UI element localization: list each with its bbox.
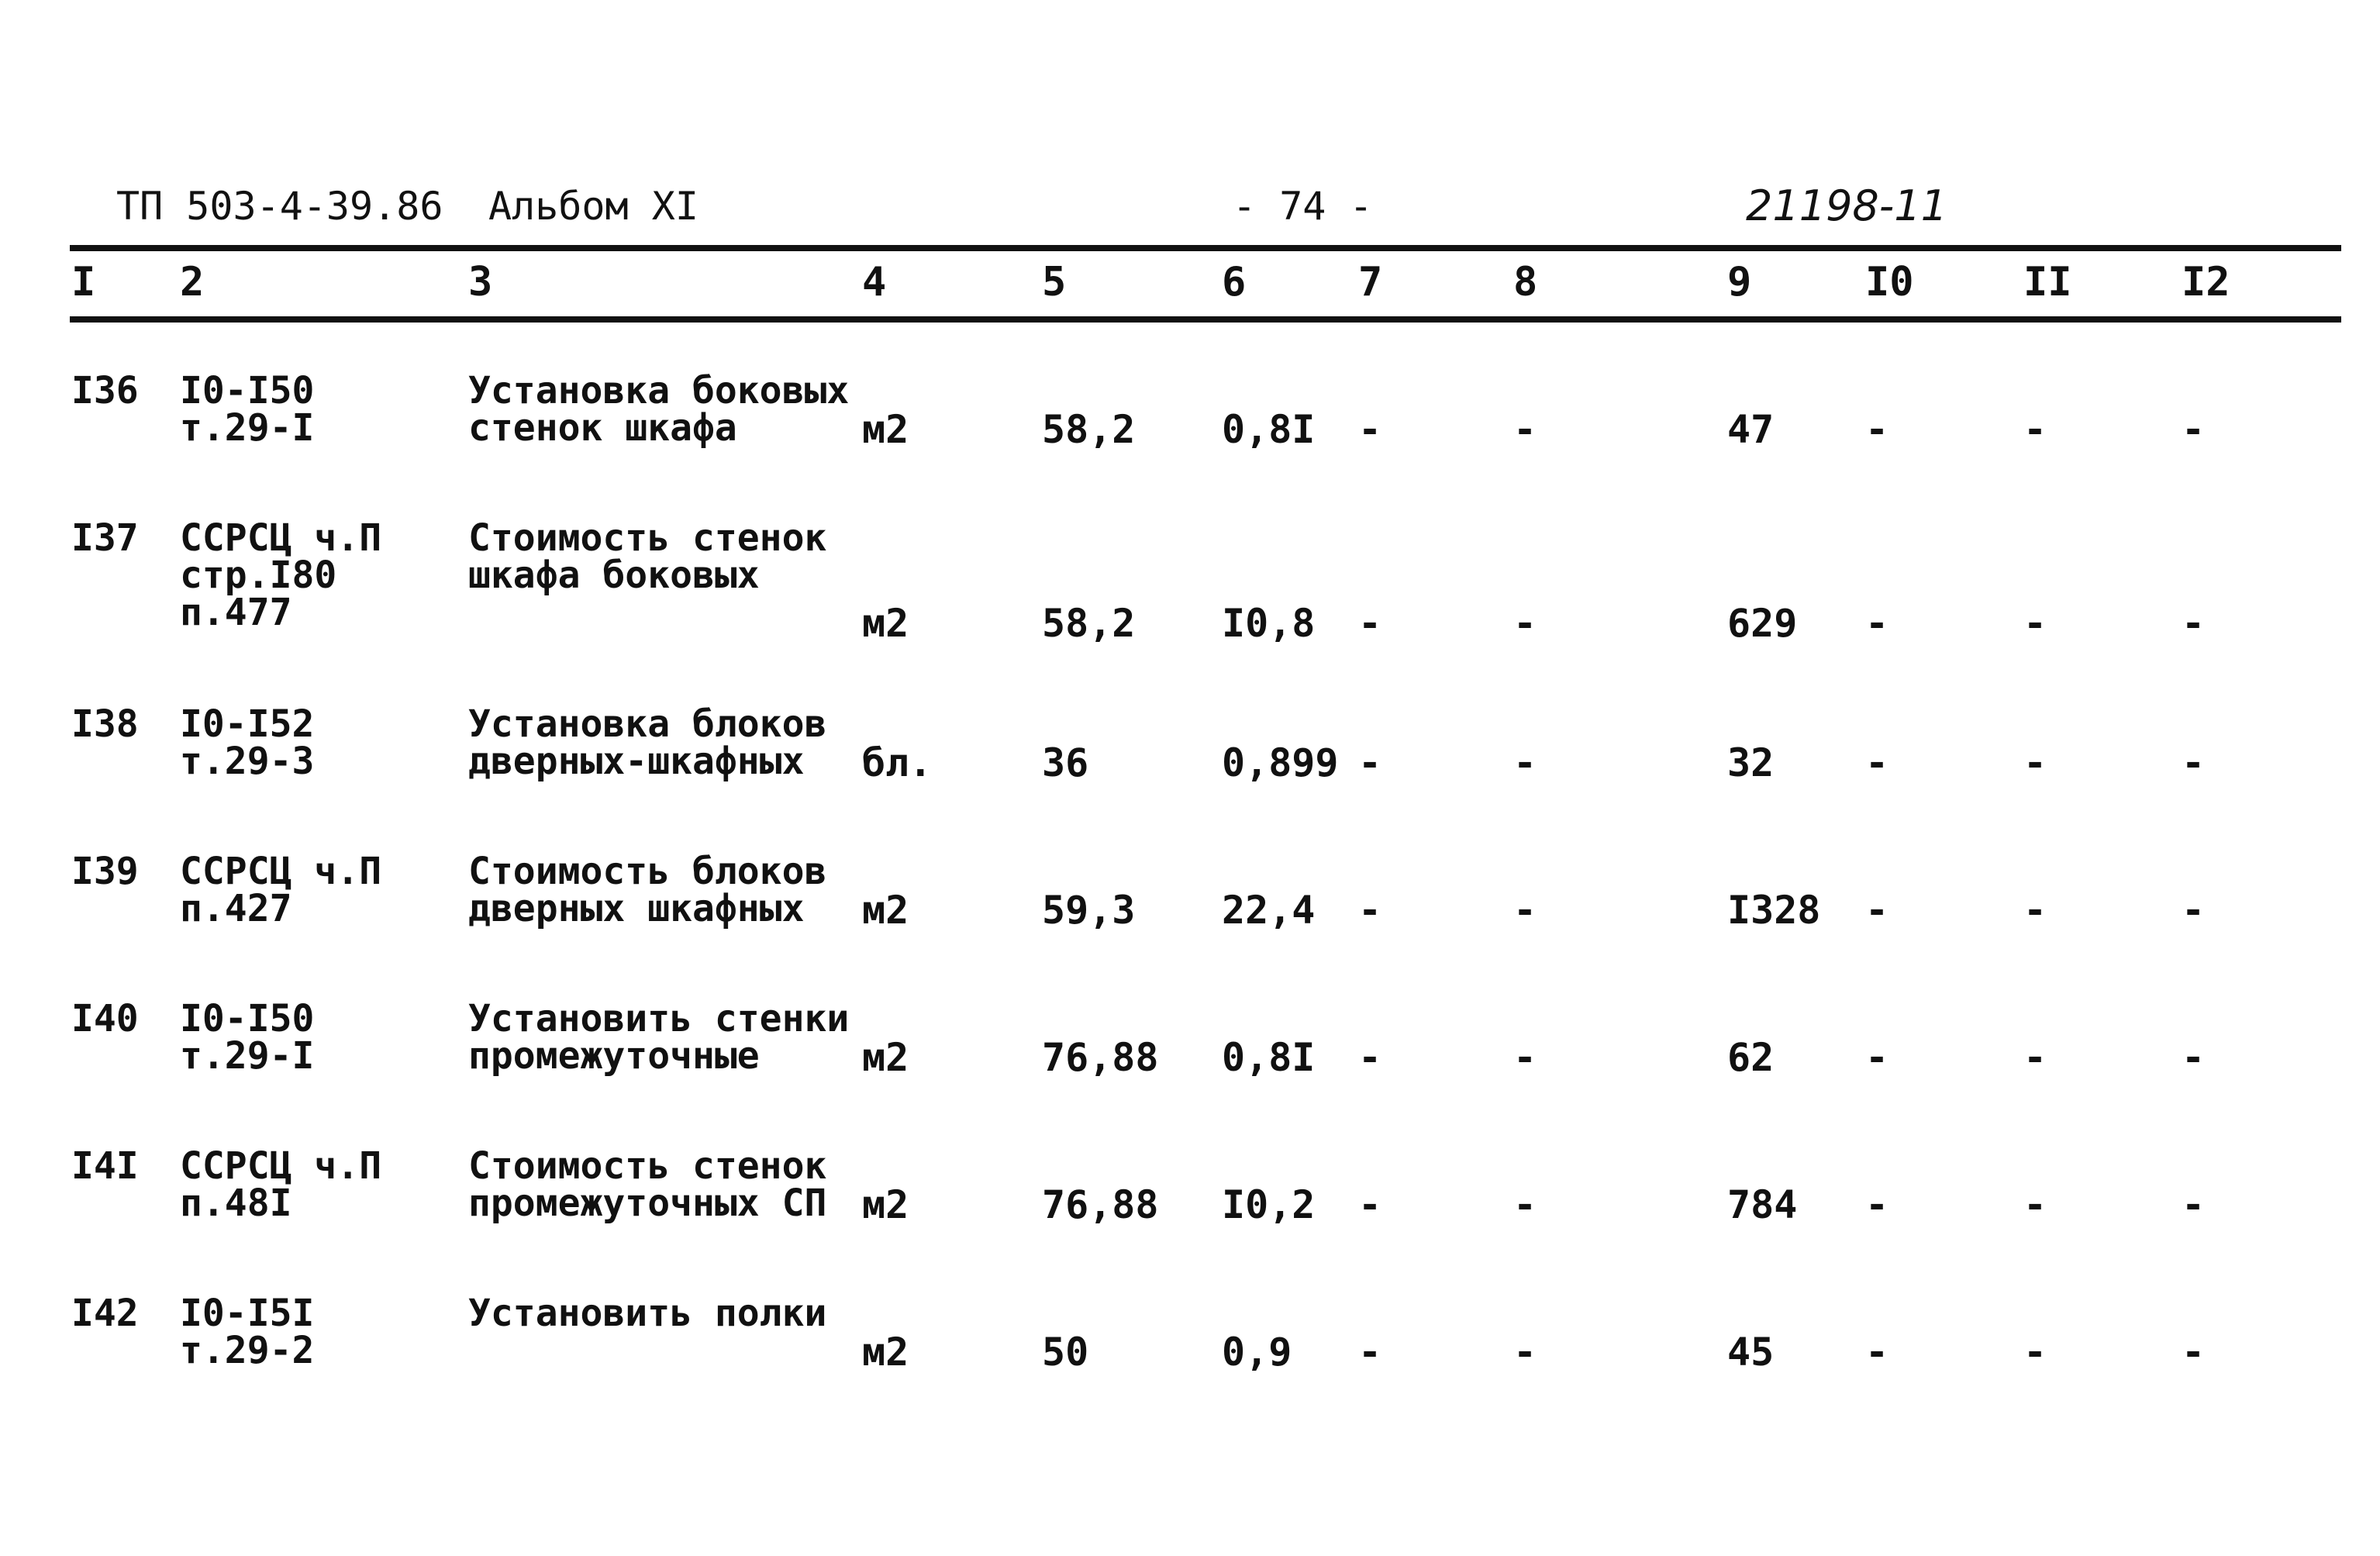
- column-12-value: -: [2182, 601, 2206, 646]
- unit: м2: [862, 601, 909, 646]
- work-name: [468, 369, 850, 450]
- work-name-line: Установить стенки: [468, 997, 850, 1040]
- unit-price: 0,9: [1222, 1330, 1292, 1375]
- column-7-value: -: [1358, 601, 1382, 646]
- work-name-line: Установка блоков: [468, 702, 827, 746]
- row-number: I42: [71, 1292, 139, 1335]
- quantity: 76,88: [1042, 1035, 1159, 1080]
- column-12-value: -: [2182, 1330, 2206, 1375]
- archive-number: 21198-11: [1746, 181, 1947, 230]
- column-header-6: 6: [1222, 259, 1247, 305]
- norm-code-line: т.29-2: [180, 1329, 315, 1372]
- header-rule-top: [70, 245, 2341, 251]
- norm-code: [180, 1144, 382, 1225]
- work-name-line: дверных-шкафных: [468, 740, 805, 783]
- column-10-value: -: [1865, 1330, 1889, 1375]
- column-7-value: -: [1358, 1035, 1382, 1080]
- column-header-3: 3: [468, 259, 493, 305]
- column-7-value: -: [1358, 1182, 1382, 1227]
- norm-code-line: т.29-I: [180, 406, 315, 450]
- unit-price: 0,8I: [1222, 407, 1316, 452]
- total-cost: 629: [1727, 601, 1798, 646]
- column-8-value: -: [1513, 1182, 1537, 1227]
- column-header-10: I0: [1865, 259, 1914, 305]
- work-name-line: Стоимость стенок: [468, 516, 827, 560]
- unit-price: I0,8: [1222, 601, 1316, 646]
- norm-code: [180, 1292, 315, 1372]
- column-11-value: -: [2023, 1035, 2047, 1080]
- column-10-value: -: [1865, 1182, 1889, 1227]
- quantity: 50: [1042, 1330, 1089, 1375]
- column-8-value: -: [1513, 1035, 1537, 1080]
- column-header-1: I: [71, 259, 96, 305]
- column-header-4: 4: [862, 259, 887, 305]
- unit: м2: [862, 407, 909, 452]
- work-name: [468, 1144, 827, 1225]
- column-8-value: -: [1513, 740, 1537, 785]
- column-12-value: -: [2182, 888, 2206, 933]
- work-name-line: стенок шкафа: [468, 406, 737, 450]
- quantity: 59,3: [1042, 888, 1136, 933]
- work-name-line: Стоимость блоков: [468, 850, 827, 893]
- column-12-value: -: [2182, 740, 2206, 785]
- column-12-value: -: [2182, 407, 2206, 452]
- column-8-value: -: [1513, 1330, 1537, 1375]
- column-header-2: 2: [180, 259, 205, 305]
- unit: бл.: [862, 740, 933, 785]
- unit-price: 0,899: [1222, 740, 1339, 785]
- row-number: I37: [71, 516, 139, 560]
- norm-code: [180, 997, 315, 1078]
- quantity: 76,88: [1042, 1182, 1159, 1227]
- column-12-value: -: [2182, 1035, 2206, 1080]
- total-cost: 32: [1727, 740, 1775, 785]
- column-11-value: -: [2023, 1330, 2047, 1375]
- work-name: [468, 516, 827, 597]
- norm-code-line: ССРСЦ ч.П: [180, 850, 382, 893]
- quantity: 36: [1042, 740, 1089, 785]
- norm-code-line: стр.I80: [180, 554, 337, 597]
- column-header-9: 9: [1727, 259, 1752, 305]
- work-name: [468, 1292, 827, 1335]
- norm-code: [180, 702, 315, 783]
- work-name-line: дверных шкафных: [468, 887, 805, 930]
- column-header-5: 5: [1042, 259, 1067, 305]
- norm-code-line: ССРСЦ ч.П: [180, 1144, 382, 1188]
- column-7-value: -: [1358, 888, 1382, 933]
- column-7-value: -: [1358, 1330, 1382, 1375]
- column-11-value: -: [2023, 740, 2047, 785]
- column-12-value: -: [2182, 1182, 2206, 1227]
- unit: м2: [862, 888, 909, 933]
- work-name-line: промежуточные: [468, 1034, 760, 1078]
- norm-code-line: ССРСЦ ч.П: [180, 516, 382, 560]
- album-label: Альбом XI: [488, 184, 698, 229]
- work-name-line: шкафа боковых: [468, 554, 760, 597]
- work-name: [468, 702, 827, 783]
- work-name: [468, 850, 827, 930]
- column-10-value: -: [1865, 407, 1889, 452]
- norm-code-line: т.29-I: [180, 1034, 315, 1078]
- row-number: I39: [71, 850, 139, 893]
- column-8-value: -: [1513, 407, 1537, 452]
- column-8-value: -: [1513, 601, 1537, 646]
- column-8-value: -: [1513, 888, 1537, 933]
- norm-code-line: I0-I5I: [180, 1292, 315, 1335]
- column-11-value: -: [2023, 601, 2047, 646]
- unit: м2: [862, 1035, 909, 1080]
- work-name-line: промежуточных СП: [468, 1182, 827, 1225]
- column-header-12: I2: [2182, 259, 2230, 305]
- document-code: ТП 503-4-39.86: [116, 184, 443, 229]
- header-rule-bottom: [70, 316, 2341, 323]
- norm-code-line: т.29-3: [180, 740, 315, 783]
- column-11-value: -: [2023, 888, 2047, 933]
- norm-code-line: п.477: [180, 591, 292, 634]
- unit-price: I0,2: [1222, 1182, 1316, 1227]
- norm-code-line: I0-I50: [180, 997, 315, 1040]
- column-header-7: 7: [1358, 259, 1383, 305]
- column-10-value: -: [1865, 601, 1889, 646]
- norm-code-line: п.48I: [180, 1182, 292, 1225]
- column-7-value: -: [1358, 407, 1382, 452]
- quantity: 58,2: [1042, 601, 1136, 646]
- norm-code-line: I0-I52: [180, 702, 315, 746]
- work-name-line: Установить полки: [468, 1292, 827, 1335]
- row-number: I38: [71, 702, 139, 746]
- column-10-value: -: [1865, 888, 1889, 933]
- column-header-11: II: [2023, 259, 2072, 305]
- column-7-value: -: [1358, 740, 1382, 785]
- unit: м2: [862, 1330, 909, 1375]
- total-cost: 62: [1727, 1035, 1775, 1080]
- norm-code: [180, 516, 382, 634]
- total-cost: I328: [1727, 888, 1821, 933]
- row-number: I4I: [71, 1144, 139, 1188]
- total-cost: 47: [1727, 407, 1775, 452]
- column-11-value: -: [2023, 407, 2047, 452]
- column-10-value: -: [1865, 1035, 1889, 1080]
- norm-code: [180, 850, 382, 930]
- row-number: I40: [71, 997, 139, 1040]
- work-name: [468, 997, 850, 1078]
- total-cost: 784: [1727, 1182, 1798, 1227]
- column-10-value: -: [1865, 740, 1889, 785]
- column-header-8: 8: [1513, 259, 1538, 305]
- page-number: - 74 -: [1233, 184, 1373, 229]
- unit-price: 22,4: [1222, 888, 1316, 933]
- norm-code: [180, 369, 315, 450]
- norm-code-line: п.427: [180, 887, 292, 930]
- unit: м2: [862, 1182, 909, 1227]
- work-name-line: Установка боковых: [468, 369, 850, 412]
- work-name-line: Стоимость стенок: [468, 1144, 827, 1188]
- column-11-value: -: [2023, 1182, 2047, 1227]
- norm-code-line: I0-I50: [180, 369, 315, 412]
- row-number: I36: [71, 369, 139, 412]
- total-cost: 45: [1727, 1330, 1775, 1375]
- quantity: 58,2: [1042, 407, 1136, 452]
- unit-price: 0,8I: [1222, 1035, 1316, 1080]
